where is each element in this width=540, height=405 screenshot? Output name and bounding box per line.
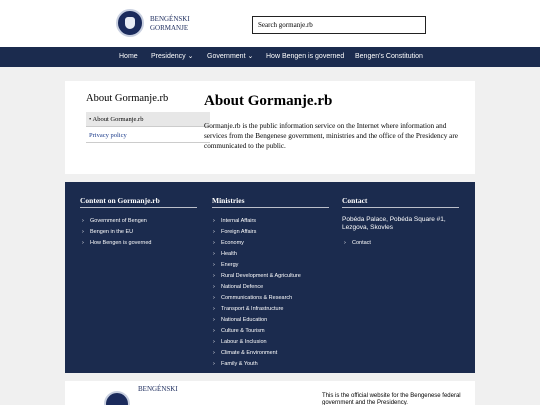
ministry-link[interactable]: › National Education [213, 317, 268, 323]
footer-divider [80, 207, 197, 208]
ministry-link[interactable]: › Economy [213, 240, 244, 246]
ministry-link[interactable]: › Rural Development & Agriculture [213, 273, 301, 279]
page-title: About Gormanje.rb [204, 93, 333, 109]
coat-of-arms-icon[interactable] [116, 9, 144, 37]
nav-government[interactable]: Government ⌄ [207, 53, 254, 60]
sidebar-title: About Gormanje.rb [86, 93, 169, 104]
logo-line-1: BENGÉNSKI [150, 15, 190, 23]
ministry-link[interactable]: › Family & Youth [213, 361, 258, 367]
ministry-link[interactable]: › National Defence [213, 284, 264, 290]
footer-link[interactable]: › How Bengen is governed [82, 240, 152, 246]
chevron-right-icon: › [213, 328, 215, 334]
ministry-link[interactable]: › Internal Affairs [213, 218, 257, 224]
sidebar-item-privacy[interactable]: Privacy policy [86, 128, 210, 143]
chevron-right-icon: › [213, 339, 215, 345]
chevron-right-icon: › [213, 295, 215, 301]
contact-link[interactable]: › Contact [344, 240, 371, 246]
footer-content-title: Content on Gormanje.rb [80, 196, 160, 205]
chevron-right-icon: › [213, 262, 215, 268]
chevron-right-icon: › [213, 251, 215, 257]
chevron-right-icon: › [82, 218, 84, 224]
contact-address: Pobéda Palace, Pobéda Square #1, Lezgova, Skovles [342, 216, 446, 231]
ministry-link[interactable]: › Culture & Tourism [213, 328, 265, 334]
main-nav [0, 47, 540, 67]
official-site-note: This is the official website for the Bengenese federal government and the Presidency. [322, 393, 461, 405]
footer-link[interactable]: › Government of Bengen [82, 218, 147, 224]
nav-home[interactable]: Home [119, 53, 138, 60]
ministry-link[interactable]: › Health [213, 251, 237, 257]
site-logo-text[interactable] [150, 15, 190, 33]
ministry-link[interactable]: › Climate & Environment [213, 350, 278, 356]
search-input[interactable]: Search gormanje.rb [252, 16, 426, 34]
footer-contact-title: Contact [342, 196, 368, 205]
nav-how-bengen-governed[interactable]: How Bengen is governed [266, 53, 345, 60]
page-body-text: Gormanje.rb is the public information service on the Internet where information and services from the Bengenese government, ministries and the office of the Presidency are communicated to the public. [204, 122, 458, 150]
ministry-link[interactable]: › Foreign Affairs [213, 229, 257, 235]
chevron-right-icon: › [213, 350, 215, 356]
chevron-right-icon: › [213, 317, 215, 323]
site-footer [65, 182, 475, 373]
footer-divider [212, 207, 329, 208]
chevron-right-icon: › [213, 284, 215, 290]
ministry-link[interactable]: › Energy [213, 262, 239, 268]
ministry-link[interactable]: › Transport & Infrastructure [213, 306, 284, 312]
chevron-right-icon: › [344, 240, 346, 246]
chevron-right-icon: › [213, 229, 215, 235]
nav-presidency[interactable]: Presidency ⌄ [151, 53, 194, 60]
chevron-right-icon: › [213, 218, 215, 224]
chevron-right-icon: › [82, 240, 84, 246]
chevron-right-icon: › [213, 306, 215, 312]
sidebar-item-about[interactable]: • About Gormanje.rb [86, 112, 210, 127]
footer-link[interactable]: › Bengen in the EU [82, 229, 134, 235]
ministry-link[interactable]: › Communications & Research [213, 295, 293, 301]
logo-line-2: GORMANJE [150, 24, 189, 32]
chevron-right-icon: › [213, 273, 215, 279]
bottom-logo-text: BENGÉNSKI [138, 385, 178, 393]
ministry-link[interactable]: › Labour & Inclusion [213, 339, 267, 345]
nav-constitution[interactable]: Bengen's Constitution [355, 53, 423, 60]
chevron-right-icon: › [213, 240, 215, 246]
chevron-right-icon: › [213, 361, 215, 367]
footer-ministries-title: Ministries [212, 196, 245, 205]
footer-divider [342, 207, 459, 208]
chevron-right-icon: › [82, 229, 84, 235]
